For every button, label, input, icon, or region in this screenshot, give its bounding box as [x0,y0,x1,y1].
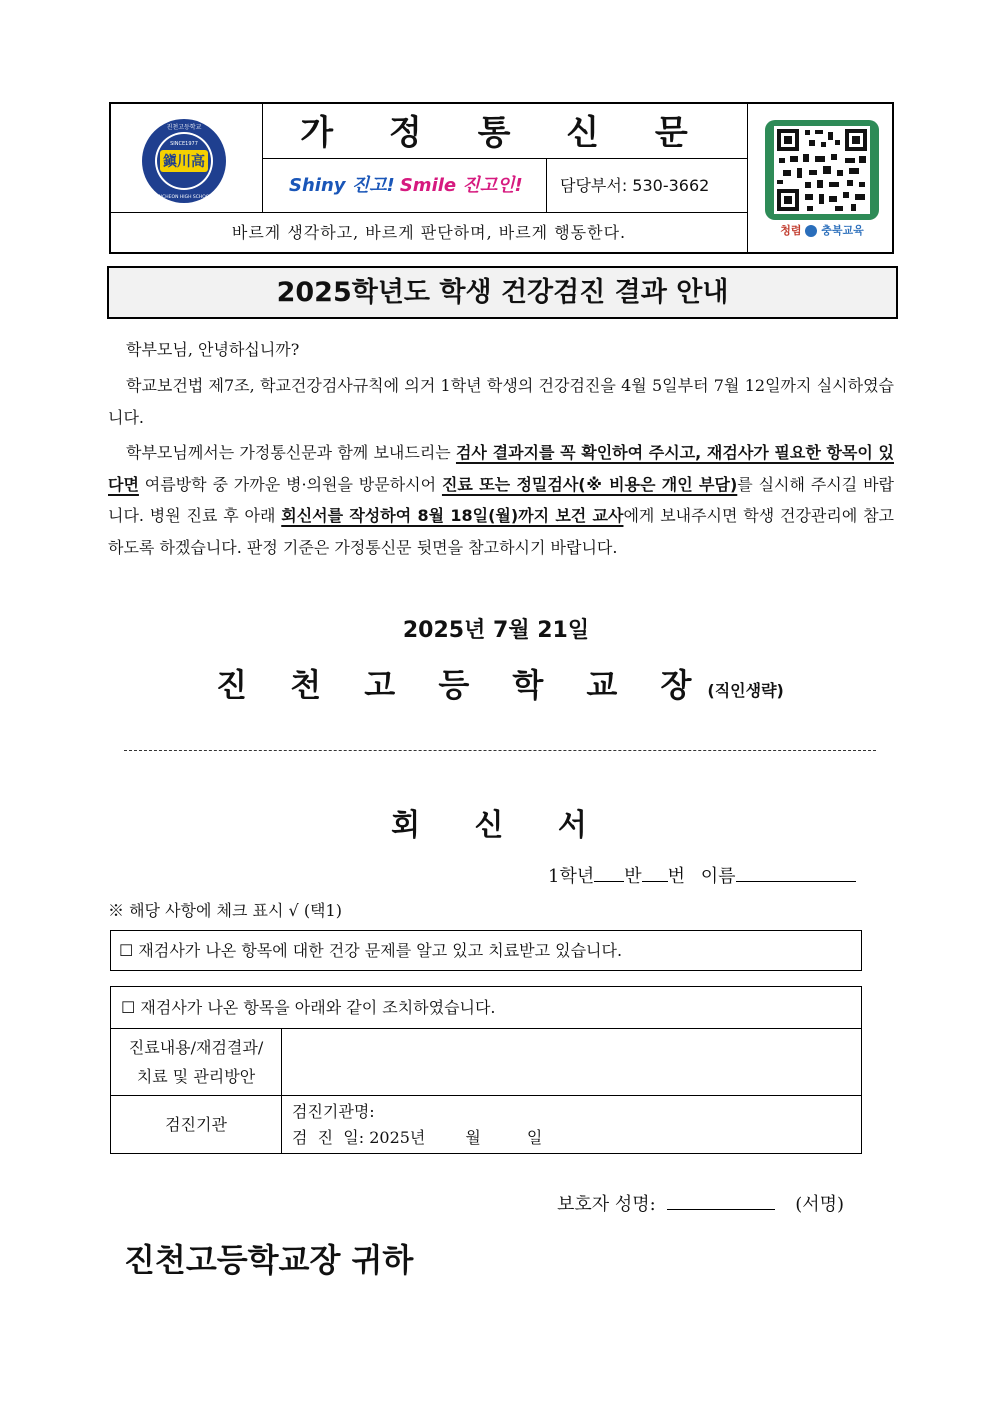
student-info-line [548,862,856,888]
checkup-date-label: 검 진 일: [292,1128,365,1147]
checkup-day: 일 [526,1128,543,1147]
school-motto: 바르게 생각하고, 바르게 판단하며, 바르게 행동한다. [231,223,627,242]
school-slogan [289,166,539,206]
cut-line [124,750,876,751]
slogan-part2: Smile 진고인! [399,175,523,196]
grade-label: 1학년 [548,866,595,887]
option-1-text[interactable]: ☐ 재검사가 나온 항목에 대한 건강 문제를 알고 있고 치료받고 있습니다. [119,941,623,960]
treatment-label [111,1033,281,1091]
treatment-label-line2: 치료 및 관리방안 [136,1067,256,1086]
option-2-text[interactable]: ☐ 재검사가 나온 항목을 아래와 같이 조치하였습니다. [121,998,496,1017]
p2-d: 진료 또는 정밀검사(※ 비용은 개인 부담) [441,474,738,494]
qr-caption [765,222,879,238]
sign-note: (서명) [795,1194,845,1215]
qr-code[interactable] [765,120,879,220]
clinic-name-label: 검진기관명: [292,1102,375,1121]
newsletter-title: 가 정 통 신 문 [300,113,710,153]
class-label: 반 [624,866,642,887]
name-label: 이름 [700,866,736,887]
qr-caption-right: 충북교육 [821,224,864,237]
guardian-signature-line [557,1190,844,1216]
principal-name: 진 천 고 등 학 교 장 [216,666,708,704]
p2-e: 를 실시해 주시길 바랍니다. 병원 진료 후 아래 [108,474,894,525]
p2-f: 회신서를 작성하여 8월 18일(월)까지 보건 교사 [281,506,624,525]
guardian-name-blank[interactable] [667,1191,775,1210]
checkup-year: 2025년 [369,1128,426,1147]
treatment-label-line1: 진료내용/재검결과/ [128,1038,264,1057]
number-blank[interactable] [642,863,668,882]
seal-note: (직인생략) [707,681,784,700]
class-blank[interactable] [594,863,624,882]
paragraph-2 [108,437,894,563]
school-logo [141,118,227,204]
newsletter-header [109,102,894,254]
option-2-table [110,986,862,1154]
addressee: 진천고등학교장 귀하 [124,1241,414,1279]
checkup-date-line [292,1125,542,1151]
treatment-input[interactable] [282,1029,861,1095]
clinic-info[interactable] [292,1099,542,1151]
reply-title: 회 신 서 [391,808,609,843]
issue-date: 2025년 7월 21일 [402,618,590,643]
department-contact: 담당부서: 530-3662 [560,176,710,195]
name-blank[interactable] [736,863,856,882]
logo-since: SINCE1977 [170,141,198,147]
option-1-box[interactable] [110,930,862,971]
check-instruction: ※ 해당 사항에 체크 표시 √ (택1) [108,901,342,920]
p2-a: 학부모님께서는 가정통신문과 함께 보내드리는 [126,443,456,462]
logo-ring-bottom: JINCHEON HIGH SCHOOL [156,195,212,200]
number-label: 번 [667,866,686,887]
p2-b: 검사 결과지를 꼭 확인하여 주시고, 재검사가 필요한 항목이 있다면 [108,443,894,494]
qr-caption-emblem-icon [805,225,817,237]
p2-g: 에게 보내주시면 학생 건강관리에 참고하도록 하겠습니다. 판정 기준은 가정통신문 뒷면을 참고하시기 바랍니다. [108,506,894,557]
principal-signature [0,660,992,706]
clinic-label: 검진기관 [165,1115,227,1134]
paragraph-1: 학교보건법 제7조, 학교건강검사규칙에 의거 1학년 학생의 건강검진을 4월 5일부터 7월 12일까지 실시하였습니다. [108,376,894,427]
guardian-label: 보호자 성명: [557,1194,656,1215]
announcement-title: 2025학년도 학생 건강검진 결과 안내 [107,266,898,319]
qr-caption-left: 청렴 [780,224,802,237]
checkup-month: 월 [465,1128,481,1147]
greeting: 학부모님, 안녕하십니까? [126,340,300,359]
p2-c: 여름방학 중 가까운 병·의원을 방문하시어 [138,474,442,494]
logo-ring-top: 진천고등학교 [166,124,202,131]
logo-text: 鎭川高 [163,154,205,170]
slogan-part1: Shiny 진고! [289,175,395,196]
